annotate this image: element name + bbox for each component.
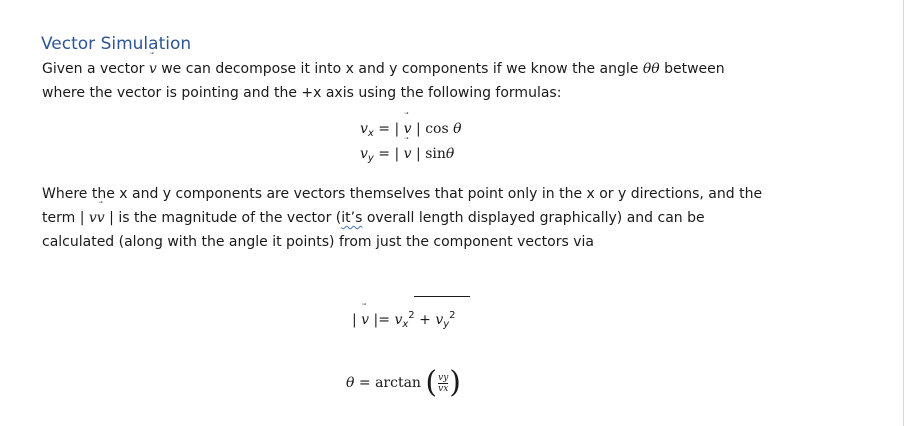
- theta-symbol: θθ: [642, 61, 660, 77]
- body-line-3: calculated (along with the angle it points) from just the component vectors via: [42, 234, 594, 250]
- intro-line-1: [42, 61, 725, 77]
- section-heading: Vector Simulation: [41, 34, 192, 54]
- formula-vy: $v_y$ = | v | sinθ: [360, 146, 455, 164]
- angle-fraction-group: ( $\frac{vy}{vx}$ ): [425, 365, 462, 400]
- body-line-2: term | vv | is the magnitude of the vector (it’s overall length displayed graphically) and can be: [42, 210, 705, 226]
- spellcheck-flagged-word[interactable]: it’s: [341, 210, 363, 226]
- vector-v-symbol: v: [403, 121, 412, 137]
- vector-v-symbol: v: [148, 61, 157, 77]
- intro-text-c: between: [659, 61, 725, 77]
- vector-vv-symbol: vv: [88, 210, 105, 226]
- intro-text-a: Given a vector: [42, 61, 149, 77]
- sqrt-overline: [414, 296, 470, 297]
- vector-v-symbol: v: [403, 146, 412, 162]
- fraction: $\frac{vy}{vx}$: [438, 372, 449, 394]
- body-line-1: Where the x and y components are vectors themselves that point only in the x or y directions, and the: [42, 186, 763, 202]
- intro-line-2: where the vector is pointing and the +x axis using the following formulas:: [42, 85, 562, 101]
- formula-magnitude: | v |= $v_x^2 + v_y^2$: [352, 310, 456, 330]
- intro-text-b: we can decompose it into x and y components if we know the angle: [156, 61, 643, 77]
- page-edge: [903, 0, 904, 426]
- formula-angle: θ = arctan ( $\frac{vy}{vx}$ ): [346, 365, 462, 400]
- vector-v-symbol: v: [361, 312, 370, 328]
- formula-vx: $v_x$ = | v | cos θ: [360, 121, 462, 139]
